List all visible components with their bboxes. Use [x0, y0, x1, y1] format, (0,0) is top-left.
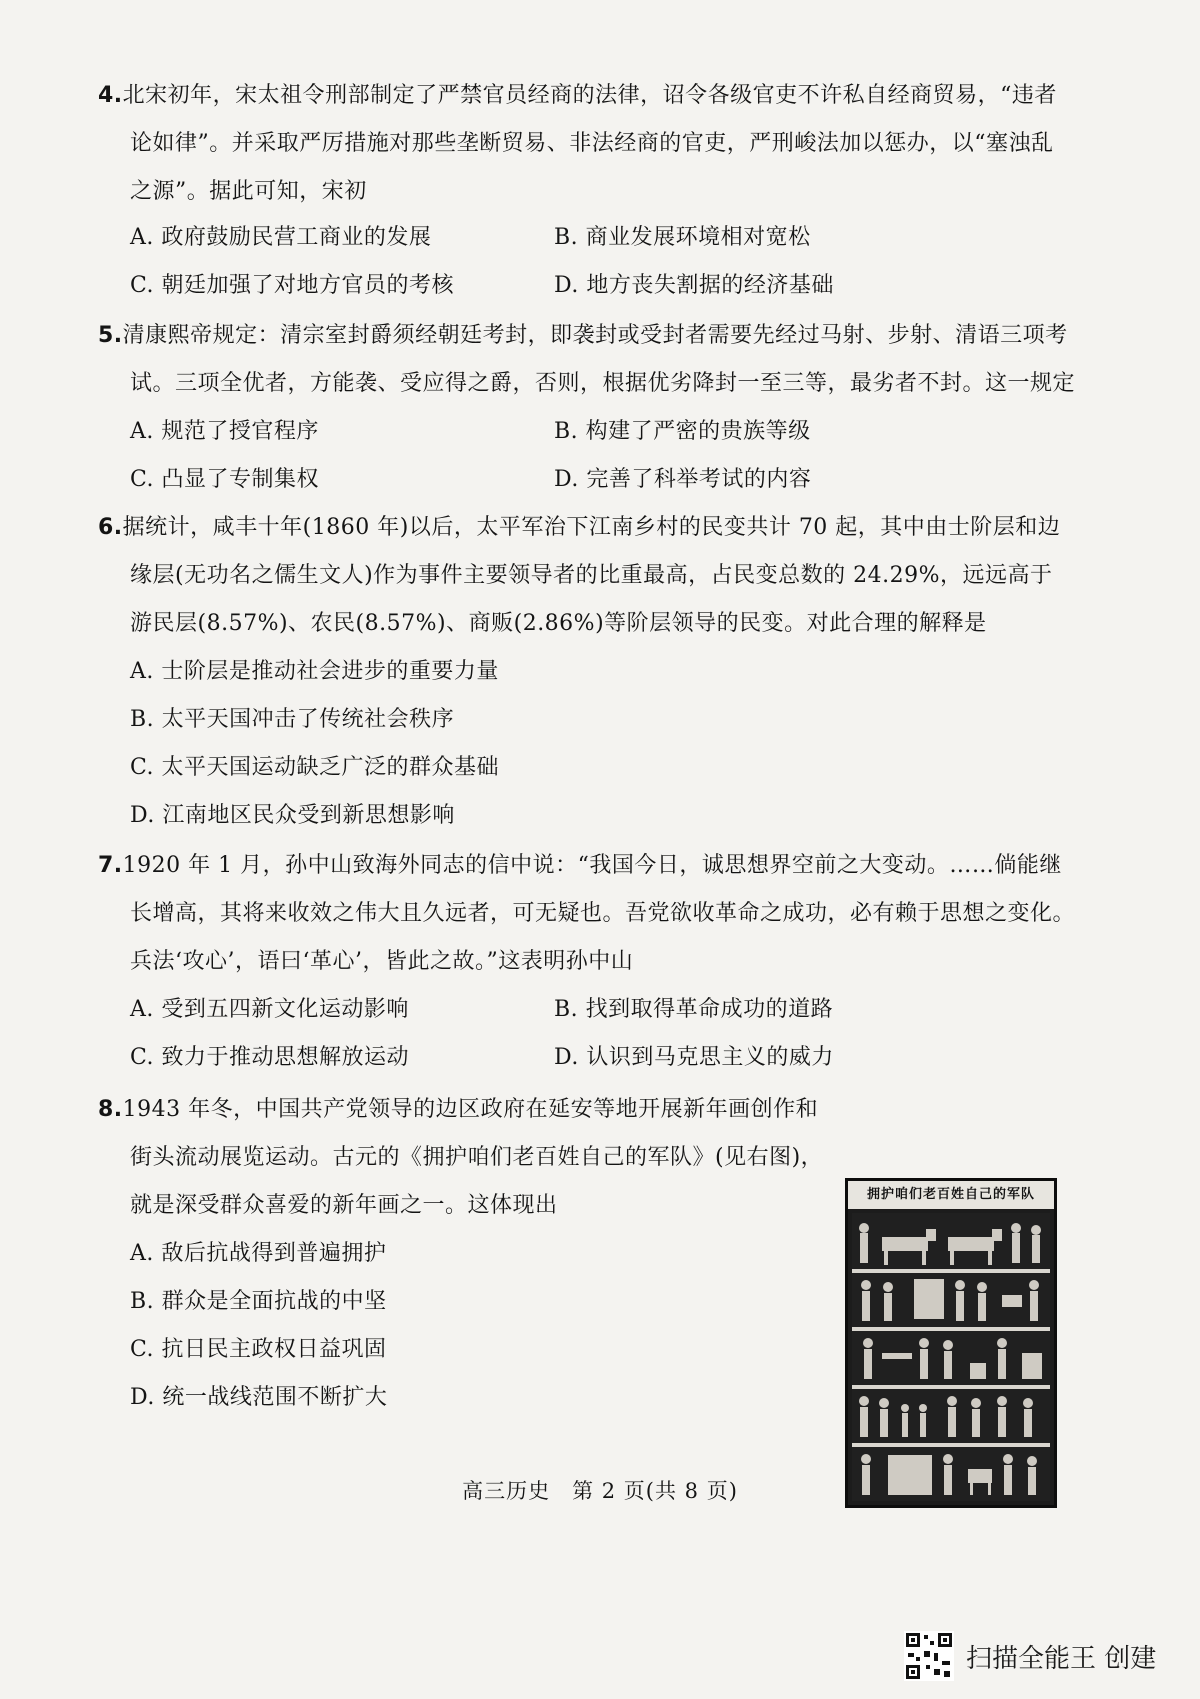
question-stem-line: 缘层(无功名之儒生文人)作为事件主要领导者的比重最高，占民变总数的 24.29%，远远高于 — [130, 563, 1053, 588]
question-stem-line: 兵法‘攻心’，语曰‘革心’，皆此之故。”这表明孙中山 — [130, 949, 634, 974]
option-d[interactable]: D. 统一战线范围不断扩大 — [130, 1385, 388, 1410]
option-c[interactable]: C. 太平天国运动缺乏广泛的群众基础 — [130, 755, 500, 780]
question-number: 8. — [98, 1097, 123, 1122]
option-d[interactable]: D. 完善了科举考试的内容 — [554, 467, 812, 492]
question-stem-line: 据统计，咸丰十年(1860 年)以后，太平军治下江南乡村的民变共计 70 起，其中由士阶层和边 — [122, 515, 1061, 540]
question-stem-line: 街头流动展览运动。古元的《拥护咱们老百姓自己的军队》(见右图)， — [130, 1145, 824, 1170]
option-d[interactable]: D. 认识到马克思主义的威力 — [554, 1045, 834, 1070]
qr-code-icon — [904, 1631, 954, 1681]
question-number: 7. — [98, 853, 123, 878]
option-a[interactable]: A. 士阶层是推动社会进步的重要力量 — [130, 659, 499, 684]
question-stem-line: 论如律”。并采取严厉措施对那些垄断贸易、非法经商的官吏，严刑峻法加以惩办，以“塞浊乱 — [130, 131, 1054, 156]
option-b[interactable]: B. 找到取得革命成功的道路 — [554, 997, 834, 1022]
question-stem-line: 清康熙帝规定：清宗室封爵须经朝廷考封，即袭封或受封者需要先经过马射、步射、清语三项考 — [122, 323, 1068, 348]
woodcut-illustration — [852, 1213, 1050, 1501]
poster-title: 拥护咱们老百姓自己的军队 — [848, 1181, 1054, 1209]
question-stem-line: 北宋初年，宋太祖令刑部制定了严禁官员经商的法律，诏令各级官吏不许私自经商贸易，“违者 — [122, 83, 1057, 108]
question-stem-line: 1943 年冬，中国共产党领导的边区政府在延安等地开展新年画创作和 — [122, 1097, 819, 1122]
option-c[interactable]: C. 凸显了专制集权 — [130, 467, 320, 492]
question-stem-line: 长增高，其将来收效之伟大且久远者，可无疑也。吾党欲收革命之成功，必有赖于思想之变化。 — [130, 901, 1076, 926]
option-c[interactable]: C. 致力于推动思想解放运动 — [130, 1045, 410, 1070]
option-b[interactable]: B. 商业发展环境相对宽松 — [554, 225, 811, 250]
option-b[interactable]: B. 构建了严密的贵族等级 — [554, 419, 811, 444]
question-stem-line: 之源”。据此可知，宋初 — [130, 179, 367, 204]
scanner-watermark — [904, 1630, 1156, 1682]
option-a[interactable]: A. 政府鼓励民营工商业的发展 — [130, 225, 432, 250]
option-a[interactable]: A. 规范了授官程序 — [130, 419, 319, 444]
question-number: 5. — [98, 323, 123, 348]
question-stem-line: 游民层(8.57%)、农民(8.57%)、商贩(2.86%)等阶层领导的民变。对此合理的解释是 — [130, 611, 987, 636]
question-stem-line: 试。三项全优者，方能袭、受应得之爵，否则，根据优劣降封一至三等，最劣者不封。这一规定 — [130, 371, 1076, 396]
watermark-text: 扫描全能王 创建 — [966, 1643, 1157, 1674]
option-c[interactable]: C. 朝廷加强了对地方官员的考核 — [130, 273, 455, 298]
option-b[interactable]: B. 太平天国冲击了传统社会秩序 — [130, 707, 455, 732]
question-stem-line: 就是深受群众喜爱的新年画之一。这体现出 — [130, 1193, 558, 1218]
option-b[interactable]: B. 群众是全面抗战的中坚 — [130, 1289, 387, 1314]
page-footer: 高三历史 第 2 页(共 8 页) — [462, 1479, 738, 1503]
question-number: 6. — [98, 515, 123, 540]
option-a[interactable]: A. 敌后抗战得到普遍拥护 — [130, 1241, 387, 1266]
option-d[interactable]: D. 地方丧失割据的经济基础 — [554, 273, 834, 298]
option-c[interactable]: C. 抗日民主政权日益巩固 — [130, 1337, 387, 1362]
question-stem-line: 1920 年 1 月，孙中山致海外同志的信中说：“我国今日，诚思想界空前之大变动。……倘能继 — [122, 853, 1062, 878]
option-d[interactable]: D. 江南地区民众受到新思想影响 — [130, 803, 455, 828]
woodcut-poster-image — [845, 1178, 1057, 1508]
question-number: 4. — [98, 83, 123, 108]
option-a[interactable]: A. 受到五四新文化运动影响 — [130, 997, 409, 1022]
